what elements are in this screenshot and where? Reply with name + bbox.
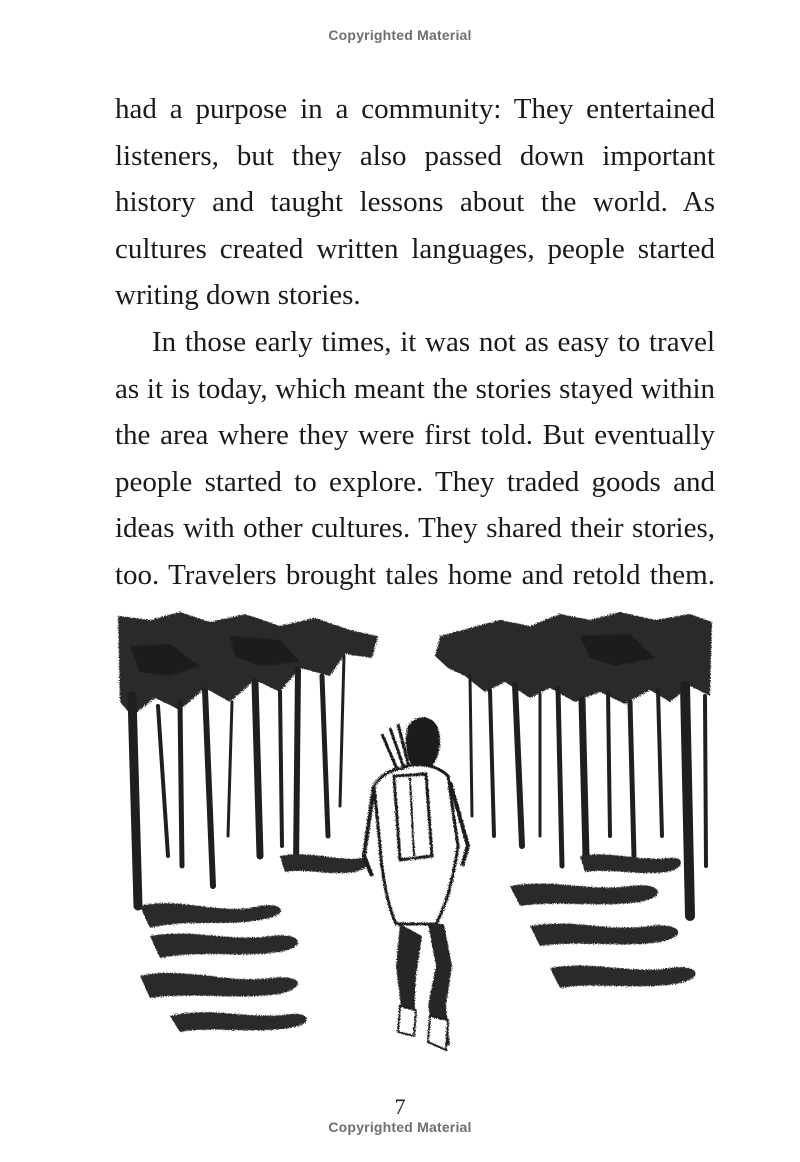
text-line: the area where they were first told. But eventually xyxy=(115,419,715,452)
text-line: too. Travelers brought tales home and retold them. xyxy=(115,558,715,591)
forest-traveler-illustration xyxy=(110,606,720,1076)
text-line: ideas with other cultures. They shared their stories, xyxy=(115,512,715,545)
copyright-watermark-bottom: Copyrighted Material xyxy=(328,1119,472,1135)
text-line: listeners, but they also passed down important xyxy=(115,139,715,172)
body-text xyxy=(115,86,715,599)
right-tree-trunks xyxy=(470,676,706,916)
left-canopy xyxy=(118,612,378,716)
text-line: as it is today, which meant the stories stayed within xyxy=(115,372,715,405)
copyright-watermark-top: Copyrighted Material xyxy=(328,27,472,43)
right-canopy xyxy=(435,612,712,704)
text-line: people started to explore. They traded goods and xyxy=(115,465,715,498)
text-line: writing down stories. xyxy=(115,279,361,312)
text-line: history and taught lessons about the world. As xyxy=(115,186,715,219)
page-number: 7 xyxy=(394,1094,406,1119)
traveler-figure xyxy=(364,717,468,1050)
text-line: cultures created written languages, people started xyxy=(115,232,715,265)
text-line: had a purpose in a community: They entertained xyxy=(115,93,715,125)
text-line: In those early times, it was not as easy to travel xyxy=(152,325,715,358)
